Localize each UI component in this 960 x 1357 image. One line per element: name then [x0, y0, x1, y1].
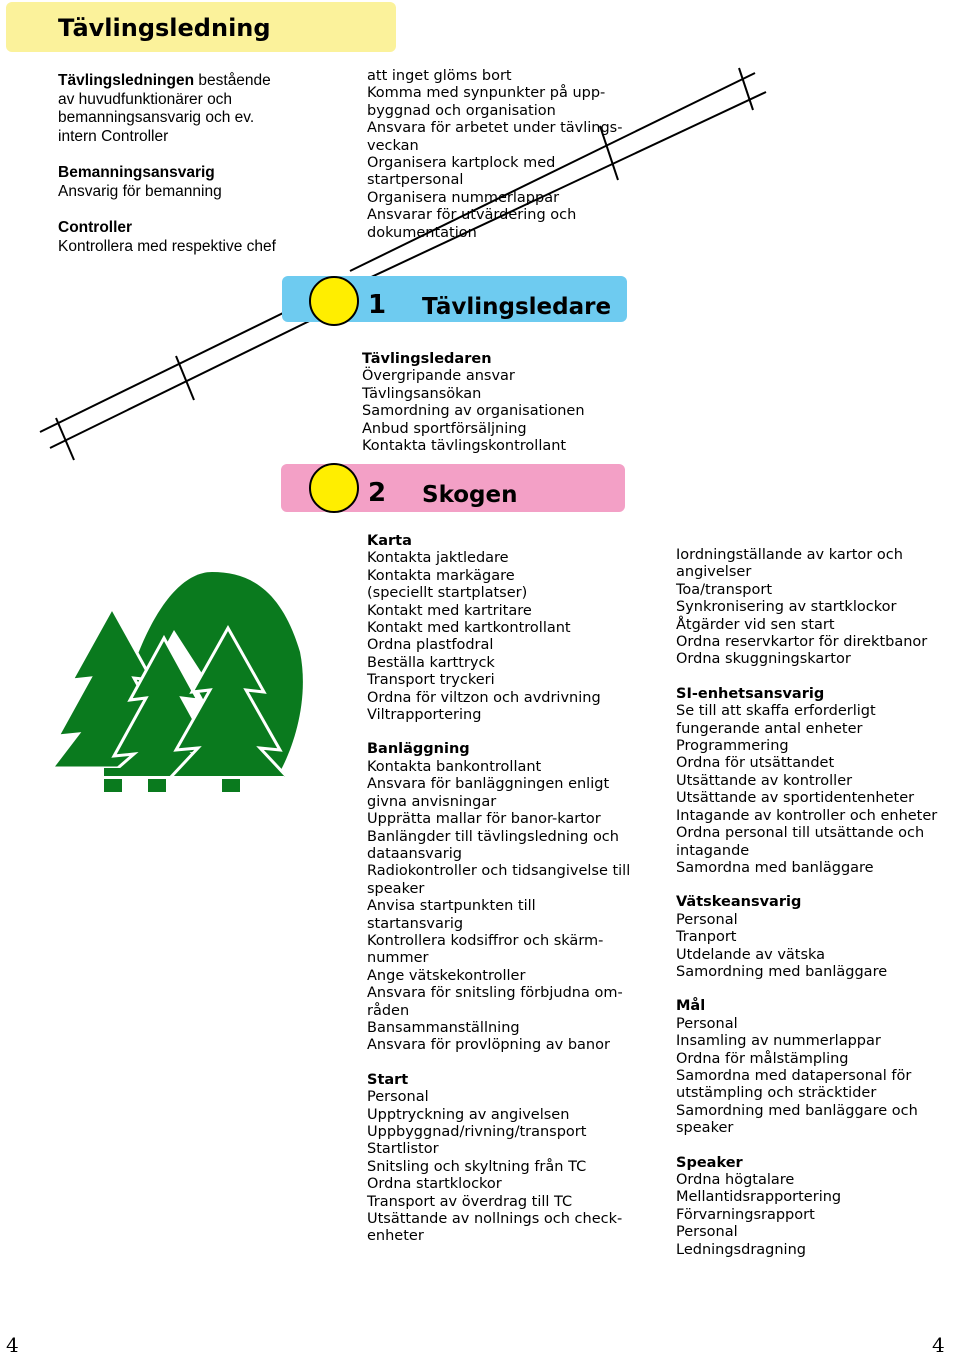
text-line: Kontrollera kodsiffror och skärm-	[367, 932, 604, 949]
section1-heading: Tävlingsledaren	[362, 351, 492, 367]
section2-title: Skogen	[422, 482, 518, 508]
text-line: Synkronisering av startklockor	[676, 599, 897, 616]
text-line: Utsättande av kontroller	[676, 772, 853, 789]
text-line: angivelser	[676, 564, 752, 581]
text-line: Radiokontroller och tidsangivelse till	[367, 863, 631, 880]
text-line: Samordna med datapersonal för	[676, 1067, 912, 1084]
text-line: Ordna startklockor	[367, 1176, 502, 1193]
text-line: Ordna för utsättandet	[676, 755, 835, 772]
text-line: Utdelande av vätska	[676, 946, 826, 963]
text-line: Samordning med banläggare	[676, 963, 888, 980]
text-line: Startlistor	[367, 1141, 439, 1158]
page-number-right: 4	[932, 1333, 945, 1357]
section1-body	[362, 351, 682, 455]
text-line: Åtgärder vid sen start	[676, 616, 835, 633]
top-right-text	[367, 68, 667, 242]
group-heading: Start	[367, 1071, 409, 1088]
text-line: Ansvara för snitsling förbjudna om-	[367, 985, 623, 1002]
text-line: Personal	[676, 1015, 738, 1032]
intro-text: bemanningsansvarig och ev.	[58, 109, 255, 126]
text-line: byggnad och organisation	[367, 102, 556, 119]
section1-node-icon	[306, 273, 362, 329]
intro-text: bestående	[198, 72, 271, 89]
text-line: Tävlingsansökan	[362, 385, 482, 402]
intro-heading: Tävlingsledningen	[58, 72, 195, 89]
text-line: veckan	[367, 137, 419, 154]
text-line: (speciellt startplatser)	[367, 585, 528, 602]
text-line: Ansvara för banläggningen enligt	[367, 776, 610, 793]
text-line: Intagande av kontroller och enheter	[676, 807, 938, 824]
section2-number: 2	[368, 478, 387, 508]
text-line: Beställa karttryck	[367, 654, 495, 671]
text-line: startansvarig	[367, 915, 464, 932]
text-line: Uppbyggnad/rivning/transport	[367, 1124, 587, 1140]
text-line: Anbud sportförsäljning	[362, 420, 527, 437]
page-title: Tävlingsledning	[58, 14, 271, 42]
track-tick	[56, 418, 74, 460]
track-rail-lower	[50, 306, 340, 448]
text-line: dokumentation	[367, 224, 477, 241]
section1-title: Tävlingsledare	[422, 294, 612, 320]
text-line: Transport tryckeri	[367, 672, 495, 689]
intro-heading: Controller	[58, 219, 133, 236]
intro-text: intern Controller	[58, 127, 169, 145]
group-heading: SI-enhetsansvarig	[676, 685, 825, 702]
middle-column	[367, 533, 667, 1246]
text-line: Ordna högtalare	[676, 1172, 795, 1188]
text-line: att inget glöms bort	[367, 68, 512, 84]
text-line: speaker	[367, 880, 425, 897]
group-heading: Mål	[676, 998, 706, 1015]
page-number-left: 4	[6, 1333, 19, 1357]
text-line: Transport av överdrag till TC	[367, 1193, 573, 1210]
text-line: Kontakta tävlingskontrollant	[362, 438, 567, 455]
text-line: Förvarningsrapport	[676, 1206, 815, 1223]
text-line: Samordna med banläggare	[676, 859, 874, 876]
text-line: Ansvara för provlöpning av banor	[367, 1037, 610, 1054]
text-line: speaker	[676, 1120, 734, 1137]
text-line: Ordna skuggningskartor	[676, 651, 851, 668]
text-line: Personal	[367, 1089, 429, 1106]
text-line: Banlängder till tävlingsledning och	[367, 828, 619, 845]
intro-text: av huvudfunktionärer och	[58, 90, 233, 108]
text-line: Insamling av nummerlappar	[676, 1033, 881, 1050]
text-line: Programmering	[676, 738, 789, 755]
text-line: Upprätta mallar för banor-kartor	[367, 811, 601, 828]
text-line: Kontakt med kartkontrollant	[367, 620, 571, 637]
text-line: Se till att skaffa erforderligt	[676, 703, 876, 720]
text-line: Organisera nummerlappar	[367, 189, 560, 206]
text-line: dataansvarig	[367, 845, 462, 862]
text-line: Viltrapportering	[367, 707, 482, 724]
group-heading: Speaker	[676, 1154, 743, 1171]
forest-icon	[52, 572, 304, 792]
text-line: enheter	[367, 1228, 424, 1245]
text-line: Ledningsdragning	[676, 1241, 806, 1258]
text-line: startpersonal	[367, 172, 464, 189]
text-line: Kontakta markägare	[367, 567, 515, 584]
section2-node-icon	[306, 460, 362, 516]
text-line: råden	[367, 1002, 410, 1019]
text-line: Toa/transport	[676, 581, 773, 598]
text-line: Bansammanställning	[367, 1019, 520, 1036]
text-line: fungerande antal enheter	[676, 720, 863, 737]
text-line: givna anvisningar	[367, 793, 497, 810]
text-line: nummer	[367, 950, 429, 967]
text-line: Kontakta jaktledare	[367, 550, 509, 567]
right-column	[676, 547, 960, 1259]
text-line: Kontakt med kartritare	[367, 602, 532, 619]
text-line: Organisera kartplock med	[367, 155, 556, 172]
text-line: Ordna reservkartor för direktbanor	[676, 634, 928, 651]
text-line: Ordna för viltzon och avdrivning	[367, 689, 601, 706]
text-line: Ansvara för arbetet under tävlings-	[367, 120, 623, 137]
group-heading: Vätskeansvarig	[676, 894, 802, 911]
intro-text: Ansvarig för bemanning	[58, 182, 222, 200]
text-line: Snitsling och skyltning från TC	[367, 1158, 587, 1175]
text-line: Mellantidsrapportering	[676, 1189, 842, 1206]
text-line: Iordningställande av kartor och	[676, 547, 903, 563]
group-heading: Karta	[367, 533, 412, 549]
text-line: Anvisa startpunkten till	[367, 898, 536, 915]
text-line: Ordna för målstämpling	[676, 1050, 849, 1067]
text-line: Kontakta bankontrollant	[367, 758, 542, 775]
text-line: intagande	[676, 842, 750, 859]
text-line: Samordning med banläggare och	[676, 1102, 918, 1119]
text-line: Utsättande av sportidentenheter	[676, 790, 915, 807]
text-line: Personal	[676, 911, 738, 928]
intro-text: Kontrollera med respektive chef	[58, 237, 276, 255]
text-line: Övergripande ansvar	[362, 368, 515, 385]
text-line: Personal	[676, 1224, 738, 1241]
text-line: Ansvarar för utvärdering och	[367, 207, 577, 224]
text-line: Ordna personal till utsättande och	[676, 825, 925, 842]
group-heading: Banläggning	[367, 741, 470, 758]
text-line: Komma med synpunkter på upp-	[367, 85, 606, 102]
text-line: Tranport	[676, 929, 737, 946]
text-line: Ange vätskekontroller	[367, 967, 526, 984]
section1-number: 1	[368, 290, 387, 320]
text-line: Upptryckning av angivelsen	[367, 1106, 570, 1123]
intro-heading: Bemanningsansvarig	[58, 164, 215, 181]
text-line: Ordna plastfodral	[367, 637, 494, 654]
text-line: Utsättande av nollnings och check-	[367, 1211, 623, 1228]
text-line: Samordning av organisationen	[362, 403, 585, 420]
text-line: utstämpling och sträcktider	[676, 1085, 877, 1102]
